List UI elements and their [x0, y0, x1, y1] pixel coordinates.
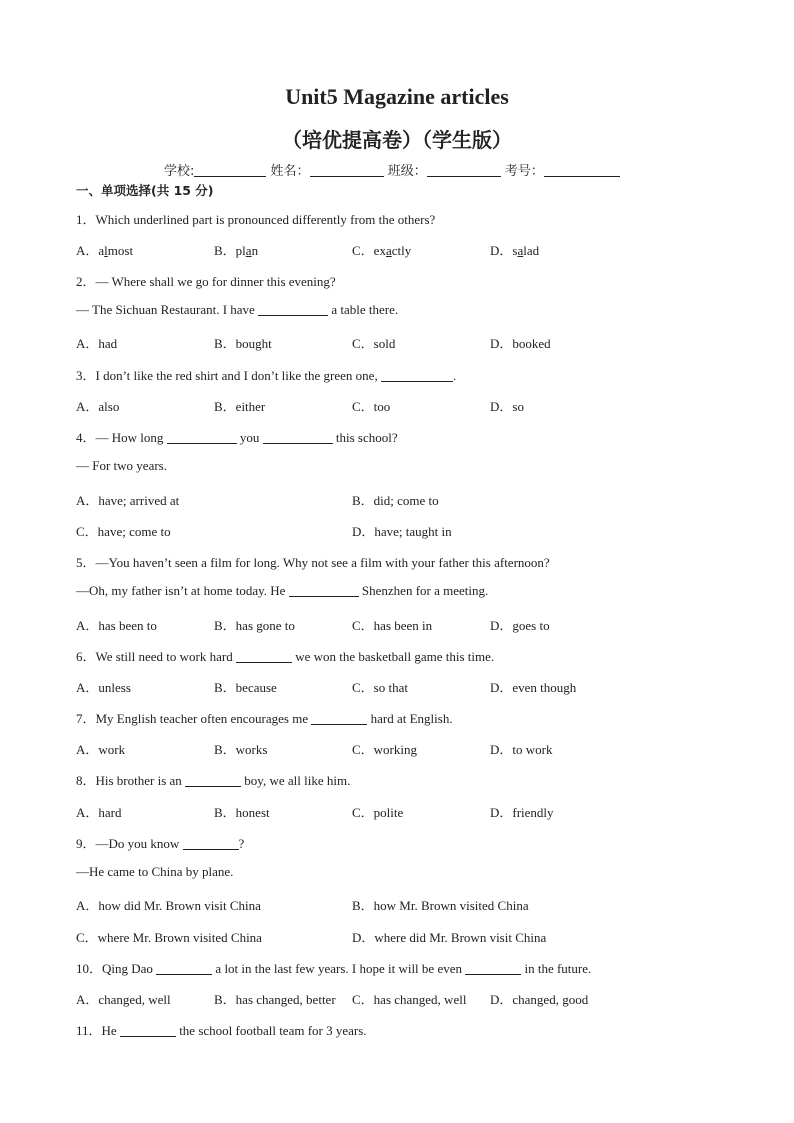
q2-option-a[interactable]: A．had	[76, 336, 118, 351]
question-7-stem	[76, 708, 453, 727]
question-1-stem: 1．Which underlined part is pronounced differently from the others?	[76, 212, 436, 227]
answer-blank[interactable]	[258, 303, 328, 316]
stem-text: this school?	[332, 430, 398, 445]
answer-blank[interactable]	[156, 962, 212, 975]
question-11-stem	[76, 1020, 367, 1039]
stem-text: 10．Qing Dao	[76, 961, 157, 976]
question-9-reply: —He came to China by plane.	[76, 864, 234, 879]
option-label: A．	[76, 243, 99, 258]
q4-option-a[interactable]: A．have; arrived at	[76, 493, 180, 508]
option-label: C．	[352, 243, 374, 258]
q9-option-a[interactable]: A．how did Mr. Brown visit China	[76, 898, 261, 913]
option-text: most	[107, 243, 134, 258]
underlined-letter: a	[385, 243, 392, 258]
option-text: ex	[373, 243, 386, 258]
stem-text: 6．We still need to work hard	[76, 649, 236, 664]
question-4-reply: — For two years.	[76, 458, 167, 473]
q2-option-d[interactable]: D．booked	[490, 336, 551, 351]
reply-text: — The Sichuan Restaurant. I have	[76, 302, 259, 317]
q6-option-c[interactable]: C．so that	[352, 680, 408, 695]
q3-option-a[interactable]: A．also	[76, 399, 120, 414]
stem-text: ?	[238, 836, 245, 851]
q10-option-b[interactable]: B．has changed, better	[214, 992, 336, 1007]
q5-option-a[interactable]: A．has been to	[76, 618, 157, 633]
stem-text: hard at English.	[367, 711, 453, 726]
q9-option-d[interactable]: D．where did Mr. Brown visit China	[352, 930, 547, 945]
question-2-stem: 2．— Where shall we go for dinner this evening?	[76, 274, 336, 289]
stem-text: 9．—Do you know	[76, 836, 183, 851]
question-6-stem	[76, 646, 494, 665]
answer-blank[interactable]	[381, 369, 453, 382]
q8-option-b[interactable]: B．honest	[214, 805, 270, 820]
answer-blank[interactable]	[263, 431, 333, 444]
stem-text: .	[452, 368, 457, 383]
q5-option-b[interactable]: B．has gone to	[214, 618, 295, 633]
underlined-letter: a	[517, 243, 524, 258]
option-text: n	[251, 243, 259, 258]
underlined-letter: l	[104, 243, 108, 258]
stem-text: 4．— How long	[76, 430, 167, 445]
answer-blank[interactable]	[167, 431, 237, 444]
document-subtitle: （培优提高卷）（学生版）	[282, 128, 512, 152]
option-text: a	[98, 243, 105, 258]
question-5-stem: 5．—You haven’t seen a film for long. Why not see a film with your father this afternoon?	[76, 555, 550, 570]
q6-option-d[interactable]: D．even though	[490, 680, 577, 695]
question-9-stem	[76, 833, 244, 852]
question-5-reply	[76, 583, 488, 599]
q4-option-c[interactable]: C．have; come to	[76, 524, 171, 539]
option-text: lad	[523, 243, 540, 258]
q9-option-b[interactable]: B．how Mr. Brown visited China	[352, 898, 529, 913]
q7-option-c[interactable]: C．working	[352, 742, 418, 757]
class-blank[interactable]	[427, 163, 501, 177]
answer-blank[interactable]	[185, 774, 241, 787]
answer-blank[interactable]	[311, 712, 367, 725]
option-text: ctly	[391, 243, 412, 258]
answer-blank[interactable]	[236, 650, 292, 663]
reply-text: a table there.	[328, 302, 399, 317]
option-label: B．	[214, 243, 236, 258]
q10-option-a[interactable]: A．changed, well	[76, 992, 171, 1007]
q5-option-d[interactable]: D．goes to	[490, 618, 550, 633]
q8-option-a[interactable]: A．hard	[76, 805, 122, 820]
school-label: 学校:	[164, 164, 195, 179]
q6-option-b[interactable]: B．because	[214, 680, 277, 695]
option-text: s	[512, 243, 518, 258]
q7-option-a[interactable]: A．work	[76, 742, 126, 757]
name-label: 姓名：	[270, 164, 310, 179]
question-10-stem	[76, 958, 591, 977]
stem-text: 3．I don’t like the red shirt and I don’t like the green one,	[76, 368, 381, 383]
q4-option-d[interactable]: D．have; taught in	[352, 524, 452, 539]
q8-option-c[interactable]: C．polite	[352, 805, 404, 820]
q4-option-b[interactable]: B．did; come to	[352, 493, 439, 508]
reply-text: Shenzhen for a meeting.	[358, 583, 489, 598]
question-8-stem	[76, 770, 350, 789]
q1-option-d[interactable]	[490, 240, 539, 259]
answer-blank[interactable]	[465, 962, 521, 975]
q10-option-d[interactable]: D．changed, good	[490, 992, 589, 1007]
section-title: 一、单项选择(共 15 分)	[76, 183, 214, 198]
number-blank[interactable]	[544, 163, 620, 177]
q2-option-c[interactable]: C．sold	[352, 336, 396, 351]
q2-option-b[interactable]: B．bought	[214, 336, 272, 351]
answer-blank[interactable]	[289, 584, 359, 597]
stem-text: you	[236, 430, 263, 445]
option-text: pl	[235, 243, 246, 258]
underlined-letter: a	[245, 243, 252, 258]
q3-option-d[interactable]: D．so	[490, 399, 524, 414]
question-4-stem	[76, 427, 398, 446]
q5-option-c[interactable]: C．has been in	[352, 618, 433, 633]
q1-option-b[interactable]	[214, 240, 258, 259]
q1-option-a[interactable]	[76, 240, 133, 259]
stem-text: the school football team for 3 years.	[175, 1023, 367, 1038]
q9-option-c[interactable]: C．where Mr. Brown visited China	[76, 930, 262, 945]
stem-text: 8．His brother is an	[76, 773, 186, 788]
stem-text: we won the basketball game this time.	[291, 649, 495, 664]
question-2-reply	[76, 302, 398, 318]
q3-option-b[interactable]: B．either	[214, 399, 266, 414]
stem-text: in the future.	[521, 961, 592, 976]
stem-text: a lot in the last few years. I hope it will be even	[212, 961, 466, 976]
q1-option-c[interactable]	[352, 240, 411, 259]
q7-option-b[interactable]: B．works	[214, 742, 268, 757]
reply-text: —Oh, my father isn’t at home today. He	[76, 583, 289, 598]
school-blank[interactable]	[194, 163, 266, 177]
answer-blank[interactable]	[183, 837, 239, 850]
stem-text: boy, we all like him.	[241, 773, 351, 788]
student-info-line	[164, 160, 620, 179]
q8-option-d[interactable]: D．friendly	[490, 805, 554, 820]
answer-blank[interactable]	[120, 1024, 176, 1037]
number-label: 考号：	[504, 164, 544, 179]
q7-option-d[interactable]: D．to work	[490, 742, 553, 757]
stem-text: 11．He	[76, 1023, 120, 1038]
q3-option-c[interactable]: C．too	[352, 399, 391, 414]
question-3-stem	[76, 365, 456, 384]
stem-text: 7．My English teacher often encourages me	[76, 711, 312, 726]
option-label: D．	[490, 243, 513, 258]
q10-option-c[interactable]: C．has changed, well	[352, 992, 467, 1007]
document-title: Unit5 Magazine articles	[285, 84, 509, 109]
class-label: 班级：	[387, 164, 427, 179]
q6-option-a[interactable]: A．unless	[76, 680, 131, 695]
name-blank[interactable]	[310, 163, 384, 177]
